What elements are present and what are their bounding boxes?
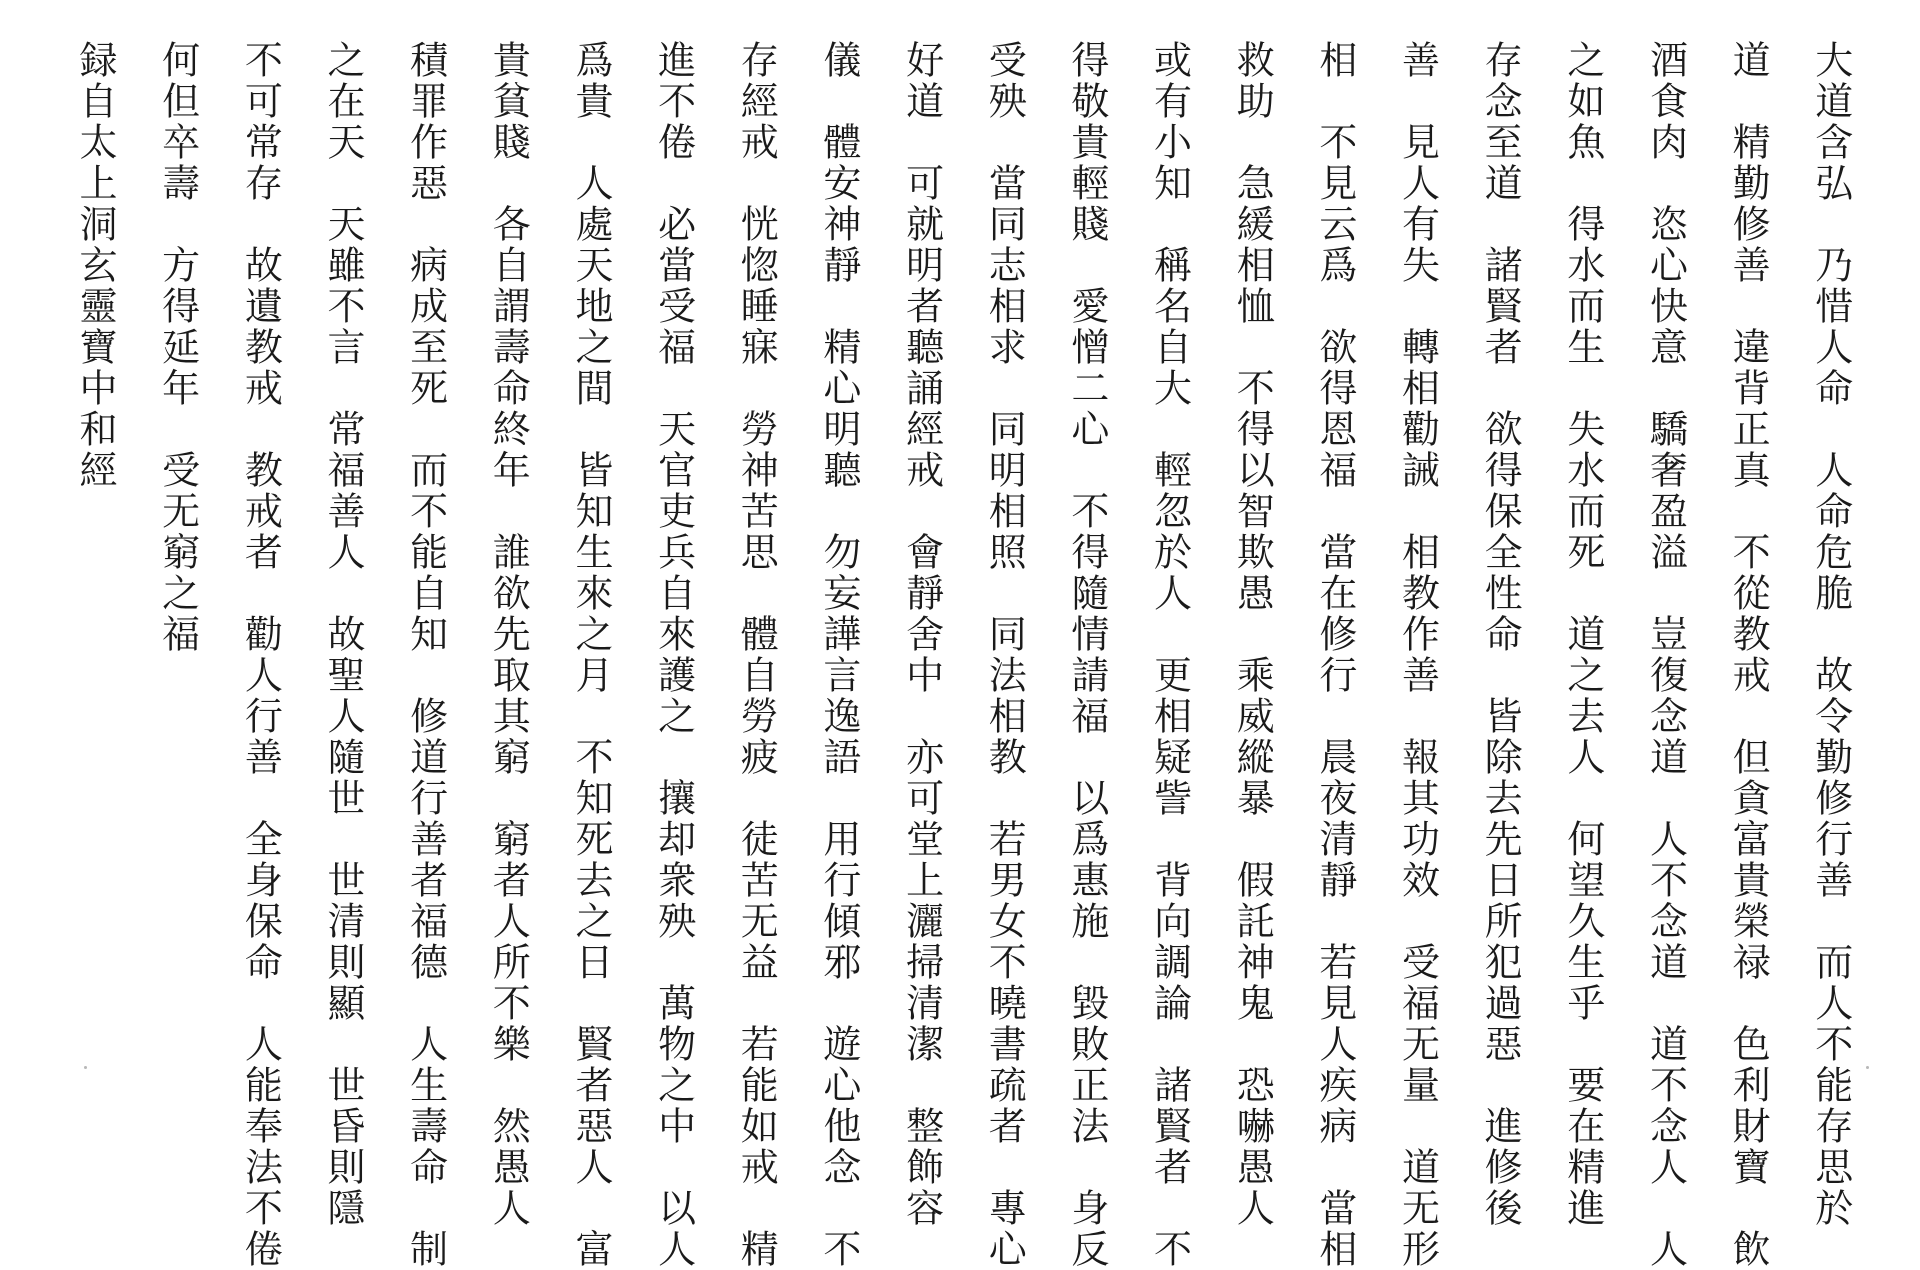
text-column-21: 何但卒壽 方得延年 受无窮之福	[155, 40, 200, 655]
text-column-15: 進不倦 必當受福 天官吏兵自來護之 攘却衆殃 萬物之中 以人	[651, 40, 696, 1270]
text-column-6: 善 見人有失 轉相勸誡 相教作善 報其功效 受福无量 道无形	[1395, 40, 1440, 1270]
text-column-10: 得敬貴輕賤 愛憎二心 不得隨情請福 以爲惠施 毀敗正法 身反	[1064, 40, 1109, 1270]
text-column-4: 之如魚 得水而生 失水而死 道之去人 何望久生乎 要在精進	[1560, 40, 1605, 1229]
source-attribution: 録自太上洞玄靈寶中和經	[73, 40, 117, 491]
text-column-3: 酒食肉 恣心快意 驕奢盈溢 豈復念道 人不念道 道不念人 人	[1643, 40, 1688, 1270]
vertical-text-block	[70, 40, 1853, 1270]
text-column-16: 爲貴 人處天地之間 皆知生來之月 不知死去之日 賢者惡人 富	[568, 40, 613, 1270]
text-column-7: 相 不見云爲 欲得恩福 當在修行 晨夜清靜 若見人疾病 當相	[1312, 40, 1357, 1270]
text-column-2: 道 精勤修善 違背正真 不從教戒 但貪富貴榮禄 色利財寶 飲	[1726, 40, 1771, 1270]
text-column-17: 貴貧賤 各自謂壽命終年 誰欲先取其窮 窮者人所不樂 然愚人	[486, 40, 531, 1229]
text-column-13: 儀 體安神靜 精心明聽 勿妄譁言逸語 用行傾邪 遊心他念 不	[816, 40, 861, 1270]
corner-mark-right	[1866, 1066, 1869, 1069]
text-column-19: 之在天 天雖不言 常福善人 故聖人隨世 世清則顯 世昏則隱	[320, 40, 365, 1229]
text-column-1: 大道含弘 乃惜人命 人命危脆 故令勤修行善 而人不能存思於	[1808, 40, 1853, 1229]
text-column-11: 受殃 當同志相求 同明相照 同法相教 若男女不曉書疏者 專心	[982, 40, 1027, 1270]
text-column-14: 存經戒 恍惚睡寐 勞神苦思 體自勞疲 徒苦无益 若能如戒 精	[734, 40, 779, 1270]
text-column-20: 不可常存 故遺教戒 教戒者 勸人行善 全身保命 人能奉法不倦	[238, 40, 283, 1270]
text-column-8: 救助 急緩相恤 不得以智欺愚 乘威縱暴 假託神鬼 恐嚇愚人	[1230, 40, 1275, 1229]
text-column-18: 積罪作惡 病成至死 而不能自知 修道行善者福德 人生壽命 制	[403, 40, 448, 1270]
corner-mark-left	[84, 1066, 87, 1069]
text-column-5: 存念至道 諸賢者 欲得保全性命 皆除去先日所犯過惡 進修後	[1478, 40, 1523, 1229]
text-column-9: 或有小知 稱名自大 輕忽於人 更相疑訾 背向調論 諸賢者 不	[1147, 40, 1192, 1270]
text-column-12: 好道 可就明者聽誦經戒 會靜舍中 亦可堂上灑掃清潔 整飾容	[899, 40, 944, 1229]
